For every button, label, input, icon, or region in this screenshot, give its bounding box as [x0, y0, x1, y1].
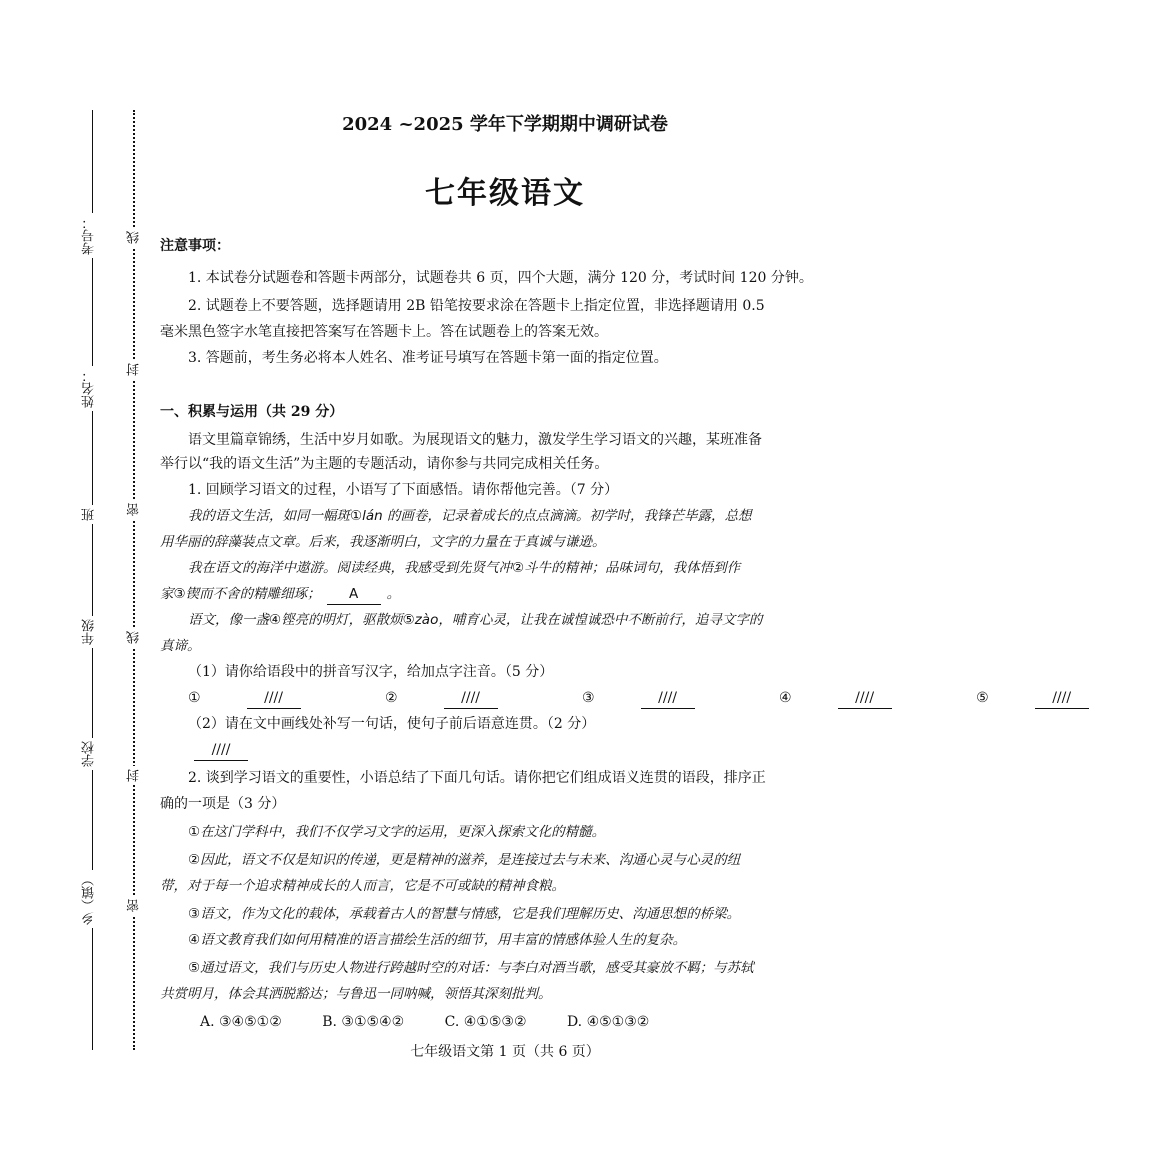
passage-text: 。	[386, 586, 401, 602]
seal-line-1: 线	[125, 228, 144, 247]
choice-a: A. ③④⑤①②	[200, 1014, 282, 1030]
label-town: 乡（镇）	[80, 870, 99, 928]
subject-title: 七年级语文	[425, 176, 585, 211]
seal-seal-2: 封	[125, 766, 144, 785]
pinyin-blanks	[160, 688, 1072, 709]
intro-text: 语文里篇章锦绣，生活中岁月如歌。为展现语文的魅力，激发学生学习语文的兴趣，某班准备	[188, 432, 762, 448]
passage-line	[160, 584, 810, 605]
choice-d: D. ④⑤①③②	[566, 1014, 650, 1030]
label-class: 班	[80, 505, 99, 524]
seal-seal-1: 封	[125, 360, 144, 379]
label-grade: 年级	[80, 616, 99, 648]
intro-text: 举行以“我的语文生活”为主题的专题活动，请你参与共同完成相关任务。	[160, 456, 609, 472]
option-3: ③ ////	[582, 690, 735, 706]
notice-item: 2. 试题卷上不要答题，选择题请用 2B 铅笔按要求涂在答题卡上指定位置，非选择题请用 0.5	[188, 298, 765, 314]
sentence-item: 共赏明月，体会其洒脱豁达；与鲁迅一同呐喊，领悟其深刻批判。	[160, 986, 552, 1002]
option-2: ② ////	[385, 690, 538, 706]
option-1: ① ////	[188, 690, 341, 706]
notice-heading: 注意事项：	[160, 238, 230, 254]
question-1: 1. 回顾学习语文的过程，小语写了下面感悟。请你帮他完善。（7 分）	[188, 482, 619, 498]
sentence-item: ①在这门学科中，我们不仅学习文字的运用，更深入探索文化的精髓。	[188, 824, 606, 840]
exam-title: 2024 ~2025 学年下学期期中调研试卷	[342, 114, 668, 135]
passage-text: 家③锲而不舍的精雕细琢；	[160, 586, 321, 602]
notice-item: 1. 本试卷分试题卷和答题卡两部分，试题卷共 6 页，四个大题，满分 120 分，考试时间 120 分钟。	[188, 270, 813, 286]
passage-line: 真谛。	[160, 638, 201, 654]
option-5: ⑤ ////	[976, 690, 1129, 706]
sub2-answer-line: ////	[160, 740, 838, 761]
label-name: 姓名：	[80, 366, 99, 411]
answer-blank-a: A	[327, 584, 381, 605]
sub-question-1: （1）请你给语段中的拼音写汉字，给加点字注音。（5 分）	[188, 664, 554, 680]
choice-c: C. ④①⑤③②	[444, 1014, 527, 1030]
label-exam-number: 考号：	[80, 213, 99, 258]
seal-line-2: 线	[125, 628, 144, 647]
sentence-item: 带，对于每一个追求精神成长的人而言，它是不可或缺的精神食粮。	[160, 878, 565, 894]
passage-line: 我在语文的海洋中遨游。阅读经典，我感受到先贤气冲②斗牛的精神；品味词句，我体悟到作	[188, 560, 741, 576]
passage-line: 用华丽的辞藻装点文章。后来，我逐渐明白，文字的力量在于真诚与谦逊。	[160, 534, 606, 550]
sentence-item: ④语文教育我们如何用精准的语言描绘生活的细节，用丰富的情感体验人生的复杂。	[188, 932, 687, 948]
question-2: 确的一项是（3 分）	[160, 796, 286, 812]
sentence-item: ③语文，作为文化的载体，承载着古人的智慧与情感，它是我们理解历史、沟通思想的桥梁。	[188, 906, 741, 922]
passage-line: 语文，像一盏④铿亮的明灯，驱散烦⑤zào，哺育心灵，让我在诚惶诚恐中不断前行，追寻文字的	[188, 612, 763, 628]
answer-choices	[200, 1012, 850, 1032]
page-footer: 七年级语文第 1 页（共 6 页）	[410, 1044, 600, 1060]
passage-line: 我的语文生活，如同一幅斑①lán 的画卷，记录着成长的点点滴滴。初学时，我锋芒毕露，总想	[188, 508, 752, 524]
sentence-item: ②因此，语文不仅是知识的传递，更是精神的滋养，是连接过去与未来、沟通心灵与心灵的纽	[188, 852, 741, 868]
notice-item: 毫米黑色签字水笔直接把答案写在答题卡上。答在试题卷上的答案无效。	[160, 324, 608, 340]
sentence-item: ⑤通过语文，我们与历史人物进行跨越时空的对话：与李白对酒当歌，感受其豪放不羁；与苏轼	[188, 960, 754, 976]
seal-secret-2: 密	[125, 896, 144, 915]
option-4: ④ ////	[779, 690, 932, 706]
notice-item: 3. 答题前，考生务必将本人姓名、准考证号填写在答题卡第一面的指定位置。	[188, 350, 668, 366]
seal-secret-1: 密	[125, 500, 144, 519]
sub-question-2: （2）请在文中画线处补写一句话，使句子前后语意连贯。（2 分）	[188, 716, 596, 732]
label-school: 学校	[80, 738, 99, 770]
question-2: 2. 谈到学习语文的重要性，小语总结了下面几句话。请你把它们组成语义连贯的语段，排序正	[188, 770, 766, 786]
section-heading: 一、积累与运用（共 29 分）	[160, 404, 344, 420]
choice-b: B. ③①⑤④②	[322, 1014, 405, 1030]
